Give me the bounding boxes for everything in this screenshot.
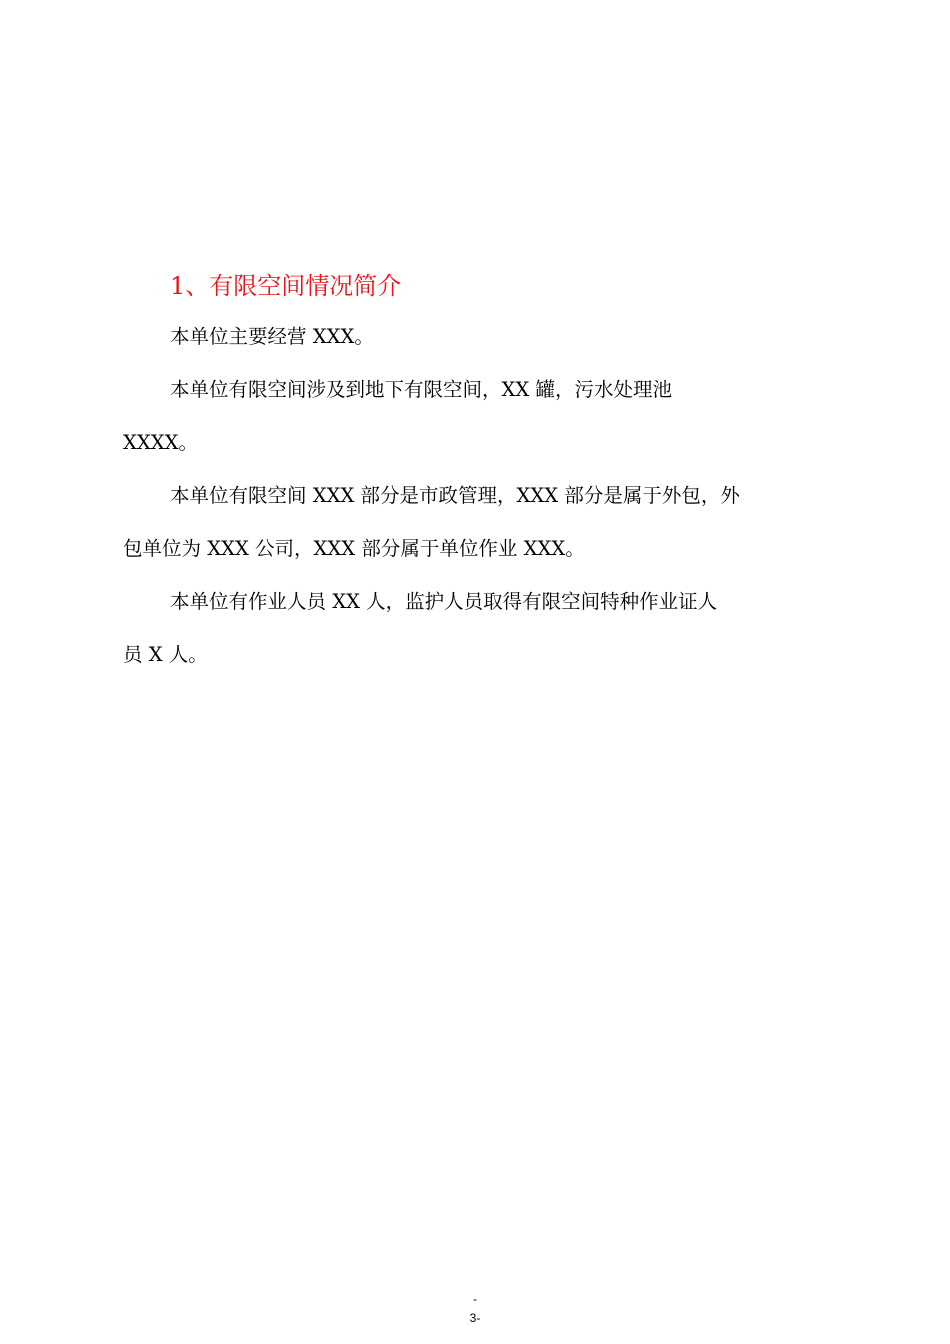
paragraph-business (123, 310, 829, 363)
paragraph-line: XXXX。 (123, 431, 199, 454)
paragraph-spaces (123, 363, 829, 469)
paragraph-line: 包单位为 XXX 公司，XXX 部分属于单位作业 XXX。 (123, 537, 585, 560)
paragraph-management (123, 469, 829, 575)
paragraph-personnel (123, 575, 829, 681)
page-number: 3- (469, 1311, 481, 1325)
section-heading: 1、有限空间情况简介 (170, 272, 402, 300)
paragraph-line: 本单位有作业人员 XX 人，监护人员取得有限空间特种作业证人 (170, 590, 718, 613)
paragraph-line: 本单位有限空间涉及到地下有限空间，XX 罐，污水处理池 (170, 378, 672, 401)
paragraph-line: 员 X 人。 (123, 643, 208, 666)
footer-dash: - (473, 1292, 477, 1306)
paragraph-line: 本单位有限空间 XXX 部分是市政管理，XXX 部分是属于外包，外 (170, 484, 740, 507)
document-body (123, 262, 829, 681)
paragraph-line: 本单位主要经营 XXX。 (170, 325, 374, 348)
